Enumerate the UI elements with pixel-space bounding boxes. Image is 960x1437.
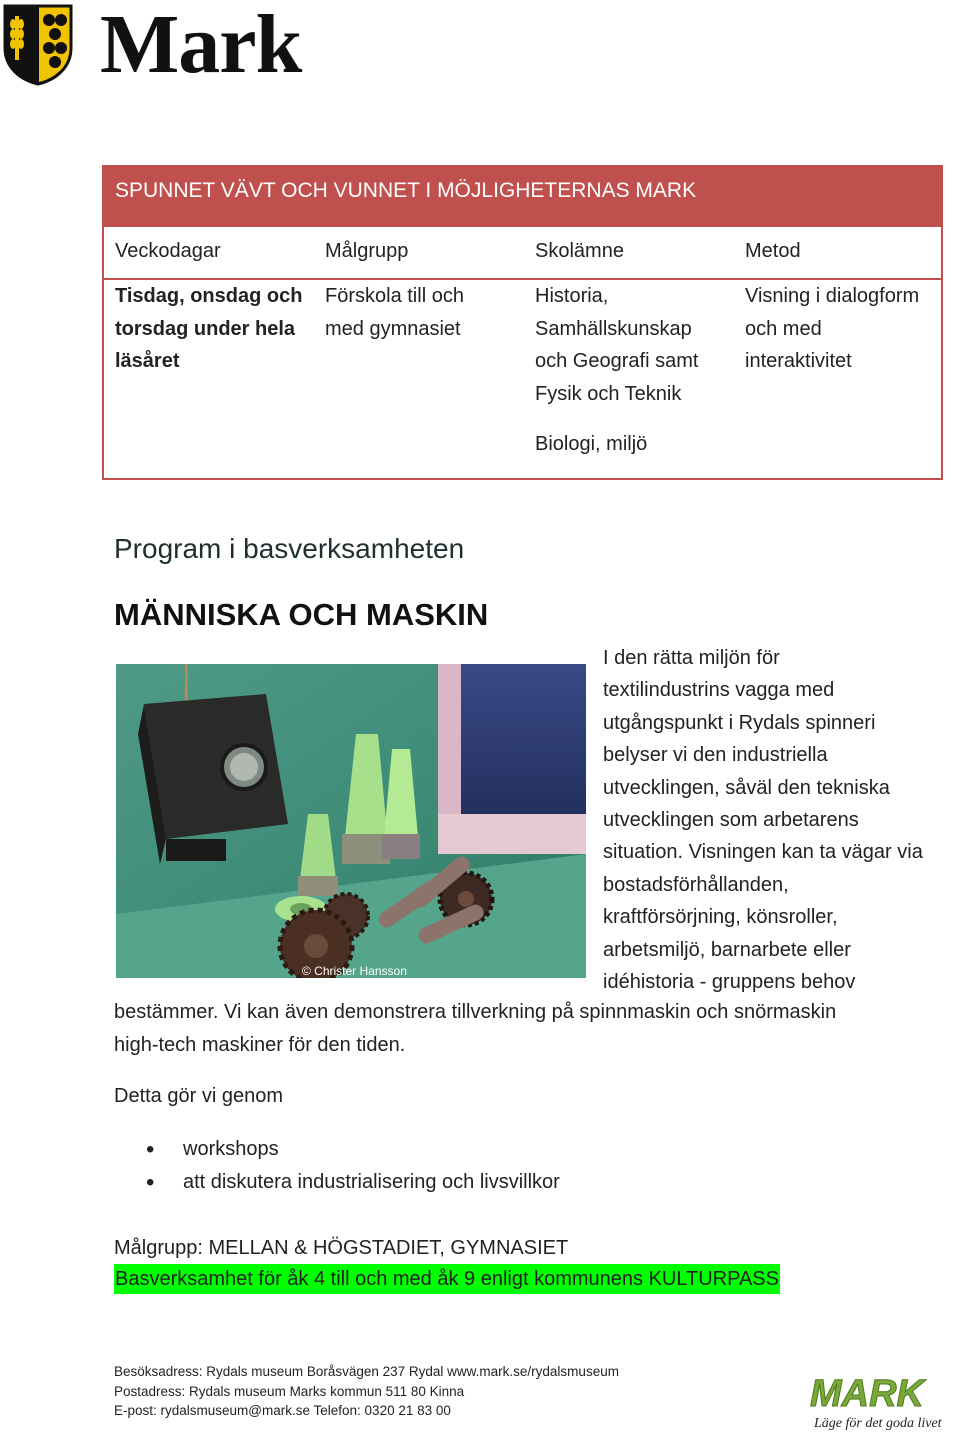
activity-list: [140, 1133, 560, 1199]
svg-text:MARK: MARK: [810, 1373, 924, 1415]
body-text-side: I den rätta miljön för textilindustrins vagga med utgångspunkt i Rydals spinneri belyser vi den industriella utvecklingen, såväl den tekniska utvecklingen som arbetarens situation. Visningen kan ta vägar via bostadsförhållanden, kraftförsörjning, könsroller, arbetsmiljö, barnarbete eller idéhistoria - gruppens behov: [603, 647, 923, 994]
column-header-malgrupp: Målgrupp: [325, 240, 409, 262]
machine-photo: [116, 664, 586, 978]
footer-postal-address: Postadress: Rydals museum Marks kommun 511 80 Kinna: [114, 1383, 465, 1399]
cell-skolamne: Historia, Samhällskunskap och Geografi samt Fysik och Teknik: [535, 285, 699, 405]
column-header-metod: Metod: [745, 240, 801, 262]
table-title: SPUNNET VÄVT OCH VUNNET I MÖJLIGHETERNAS MARK: [115, 179, 697, 202]
brand-title: Mark: [100, 0, 302, 91]
detta-intro: Detta gör vi genom: [114, 1085, 283, 1107]
photo-credit: [302, 964, 407, 978]
footer-visit-address: Besöksadress: Rydals museum Boråsvägen 237 Rydal www.mark.se/rydalsmuseum: [114, 1364, 619, 1379]
kulturpass-highlight: Basverksamhet för åk 4 till och med åk 9 enligt kommunens KULTURPASS: [114, 1264, 780, 1294]
malgrupp-line: Målgrupp: MELLAN & HÖGSTADIET, GYMNASIET: [114, 1237, 569, 1259]
main-heading: MÄNNISKA OCH MASKIN: [114, 597, 489, 632]
program-heading: Program i basverksamheten: [114, 533, 465, 564]
cell-skolamne-extra: Biologi, miljö: [535, 433, 648, 455]
cell-metod: Visning i dialogform och med interaktivitet: [745, 285, 920, 372]
column-header-skolamne: Skolämne: [535, 240, 624, 262]
info-table: [102, 165, 943, 480]
footer-email-phone: E-post: rydalsmuseum@mark.se Telefon: 0320 21 83 00: [114, 1403, 451, 1418]
municipality-crest-icon: [3, 4, 73, 86]
svg-text:Läge för det goda livet: Läge för det goda livet: [814, 1416, 942, 1431]
body-text-line: bestämmer. Vi kan även demonstrera tillverkning på spinnmaskin och snörmaskin: [114, 1001, 837, 1023]
body-text-line: high-tech maskiner för den tiden.: [114, 1034, 406, 1056]
cell-malgrupp: Förskola till och med gymnasiet: [325, 285, 464, 340]
table-column-headers: [104, 227, 941, 280]
column-header-veckodagar: Veckodagar: [115, 240, 221, 262]
list-item: • workshops: [140, 1133, 560, 1166]
list-item: • att diskutera industrialisering och livsvillkor: [140, 1166, 560, 1199]
svg-text:© Christer Hansson: © Christer Hansson: [302, 964, 407, 978]
footer-contact: [114, 1362, 619, 1421]
table-header-band: [104, 167, 941, 227]
mark-footer-logo: [808, 1372, 960, 1432]
cell-veckodagar: Tisdag, onsdag och torsdag under hela läsåret: [115, 285, 303, 372]
